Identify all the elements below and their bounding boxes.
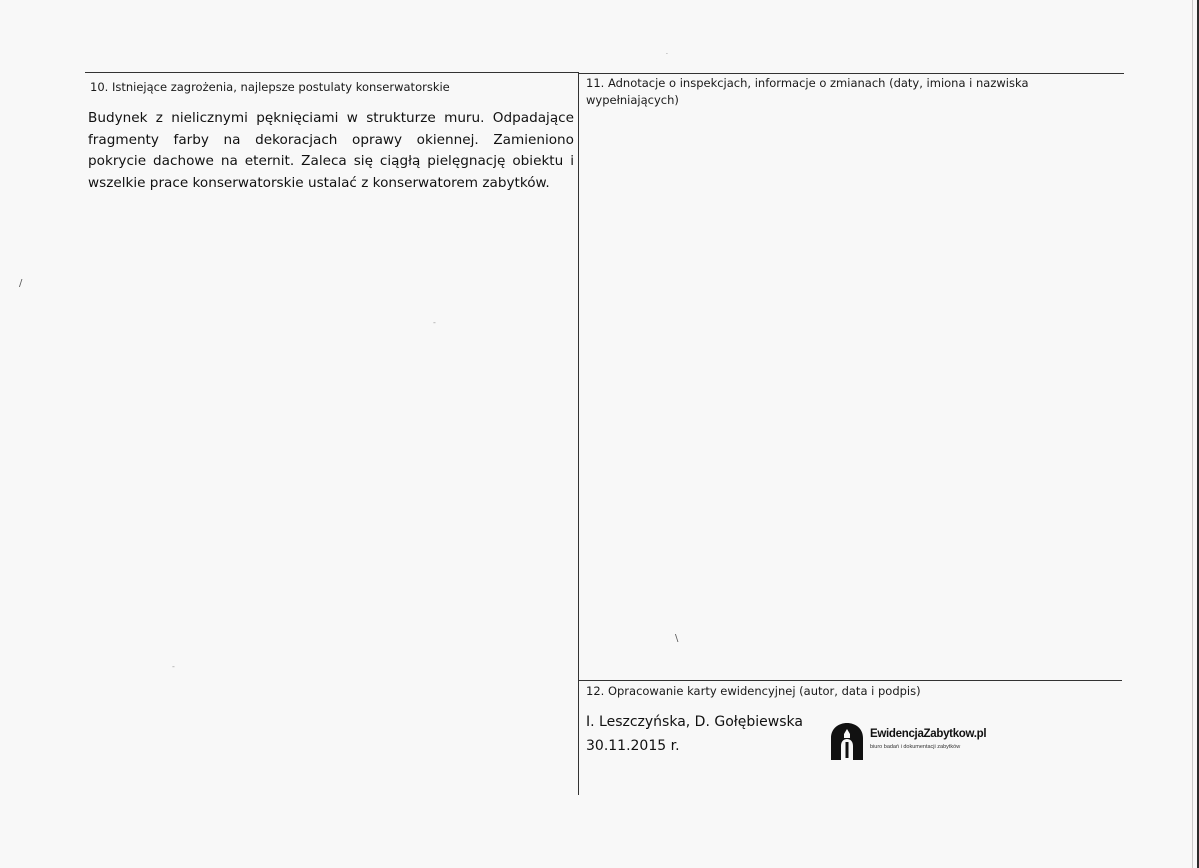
section-11-top-rule [578,73,1124,74]
section-10-content: Budynek z nielicznymi pęknięciami w strukturze muru. Odpadające fragmenty farby na dekoracjach oprawy okiennej. Zamieniono pokrycie dachowe na eternit. Zaleca się ciągłą pielęgnację obiektu i wszelkie prace konserwatorskie ustalać z konserwatorem zabytków. [88,110,574,191]
section-12-top-rule [578,680,1122,681]
section-12-label: 12. Opracowanie karty ewidencyjnej (autor, data i podpis) [586,684,921,698]
scan-speck: - [433,318,436,327]
stamp-name: EwidencjaZabytkow.pl [870,728,987,740]
section-12-authors: I. Leszczyńska, D. Gołębiewska [586,714,803,730]
section-10-top-rule [85,72,578,73]
scan-speck: - [172,662,175,671]
column-divider [578,72,579,795]
stamp-logo [829,722,999,762]
section-11-label: 11. Adnotacje o inspekcjach, informacje o zmianach (daty, imiona i nazwiska wypełniających) [586,76,1029,107]
scan-speck: \ [675,633,679,644]
scan-speck: / [19,278,23,289]
scan-edge-light [1192,0,1193,868]
building-arch-icon [829,722,865,760]
section-12-date: 30.11.2015 r. [586,738,680,754]
section-10-label: 10. Istniejące zagrożenia, najlepsze postulaty konserwatorskie [90,80,450,94]
stamp-tagline: biuro badań i dokumentacji zabytków [870,744,961,750]
scan-speck: · [666,51,668,58]
